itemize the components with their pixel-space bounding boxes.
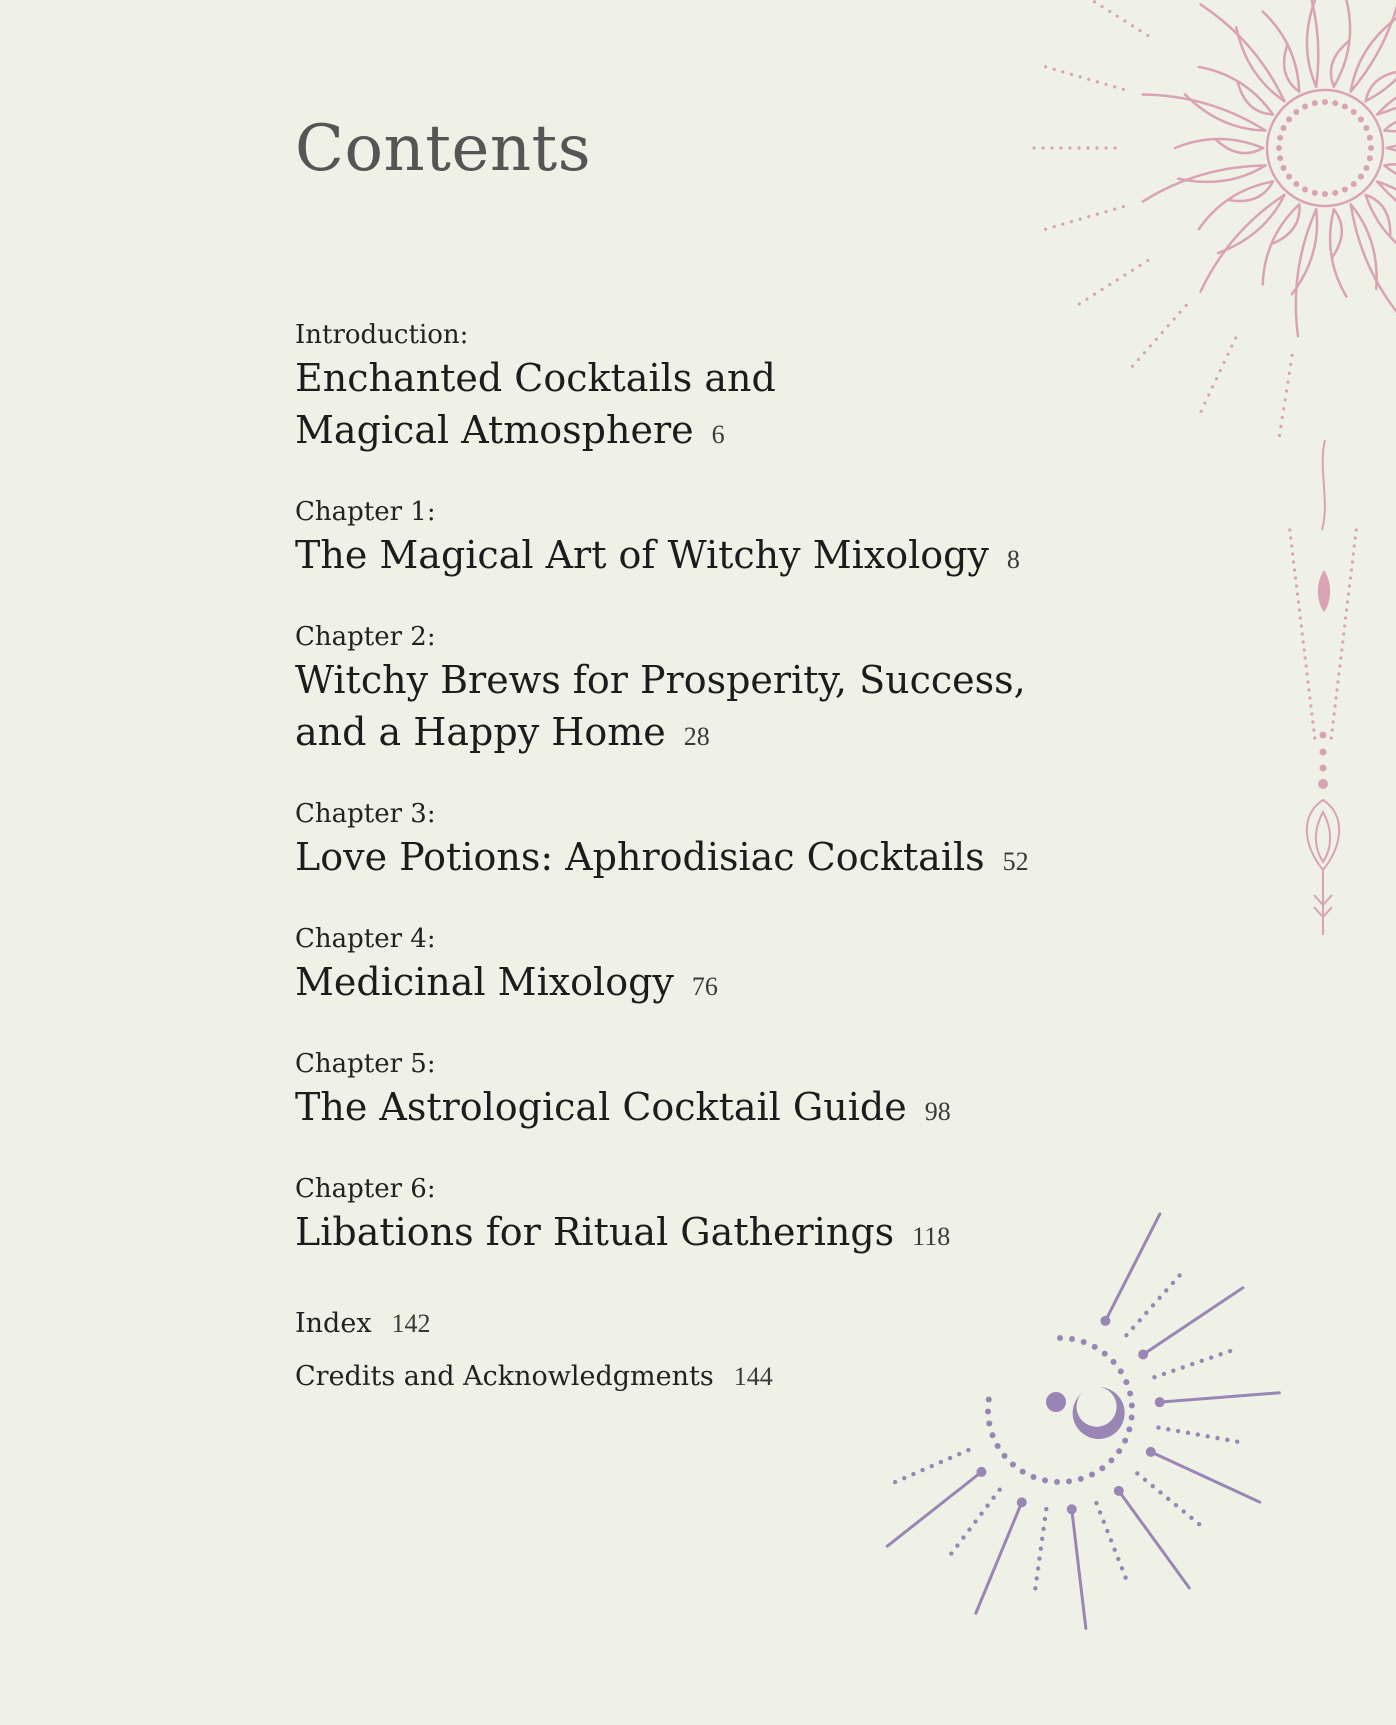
entry-title <box>295 1081 1195 1138</box>
entry-title-line: The Magical Art of Witchy Mixology <box>295 533 989 577</box>
entry-title <box>295 831 1195 888</box>
entry-title <box>295 352 1195 461</box>
entry-kicker: Chapter 1: <box>295 497 436 527</box>
entry-kicker: Chapter 4: <box>295 924 436 954</box>
page-number: 6 <box>711 420 725 449</box>
entry-title-line: Libations for Ritual Gatherings <box>295 1210 895 1254</box>
toc-entry-chapter-2[interactable] <box>295 620 1195 763</box>
page-number: 76 <box>691 972 718 1001</box>
page-number: 98 <box>924 1097 951 1126</box>
entry-title <box>295 529 1195 586</box>
entry-title-line: Witchy Brews for Prosperity, Success, <box>295 658 1026 702</box>
toc-entry-credits[interactable] <box>295 1350 1195 1403</box>
page-number: 52 <box>1002 847 1029 876</box>
entry-label: Index <box>295 1308 372 1339</box>
toc-entry-chapter-5[interactable] <box>295 1047 1195 1138</box>
toc-entry-chapter-4[interactable] <box>295 922 1195 1013</box>
entry-kicker: Introduction: <box>295 320 469 350</box>
backmatter-list <box>295 1297 1195 1403</box>
entry-title-line: and a Happy Home <box>295 710 666 754</box>
entry-title <box>295 654 1195 763</box>
page-title: Contents <box>295 112 592 186</box>
entry-kicker: Chapter 3: <box>295 799 436 829</box>
page-number: 142 <box>391 1309 431 1338</box>
page-number: 8 <box>1006 545 1020 574</box>
entry-title-line: Magical Atmosphere <box>295 408 694 452</box>
pendant-drop-icon <box>1288 440 1358 935</box>
toc-entry-introduction[interactable] <box>295 318 1195 461</box>
entry-title <box>295 1206 1195 1263</box>
page-number: 144 <box>733 1362 773 1391</box>
entry-title-line: Enchanted Cocktails and <box>295 356 776 400</box>
table-of-contents <box>295 318 1195 1403</box>
toc-entry-chapter-1[interactable] <box>295 495 1195 586</box>
entry-title-line: The Astrological Cocktail Guide <box>295 1085 907 1129</box>
entry-kicker: Chapter 6: <box>295 1174 436 1204</box>
entry-kicker: Chapter 2: <box>295 622 436 652</box>
toc-entry-index[interactable] <box>295 1297 1195 1350</box>
page-number: 118 <box>912 1222 951 1251</box>
toc-entry-chapter-3[interactable] <box>295 797 1195 888</box>
entry-label: Credits and Acknowledgments <box>295 1361 714 1392</box>
entry-title <box>295 956 1195 1013</box>
page-number: 28 <box>683 722 710 751</box>
entry-title-line: Love Potions: Aphrodisiac Cocktails <box>295 835 985 879</box>
toc-entry-chapter-6[interactable] <box>295 1172 1195 1263</box>
entry-title-line: Medicinal Mixology <box>295 960 674 1004</box>
entry-kicker: Chapter 5: <box>295 1049 436 1079</box>
